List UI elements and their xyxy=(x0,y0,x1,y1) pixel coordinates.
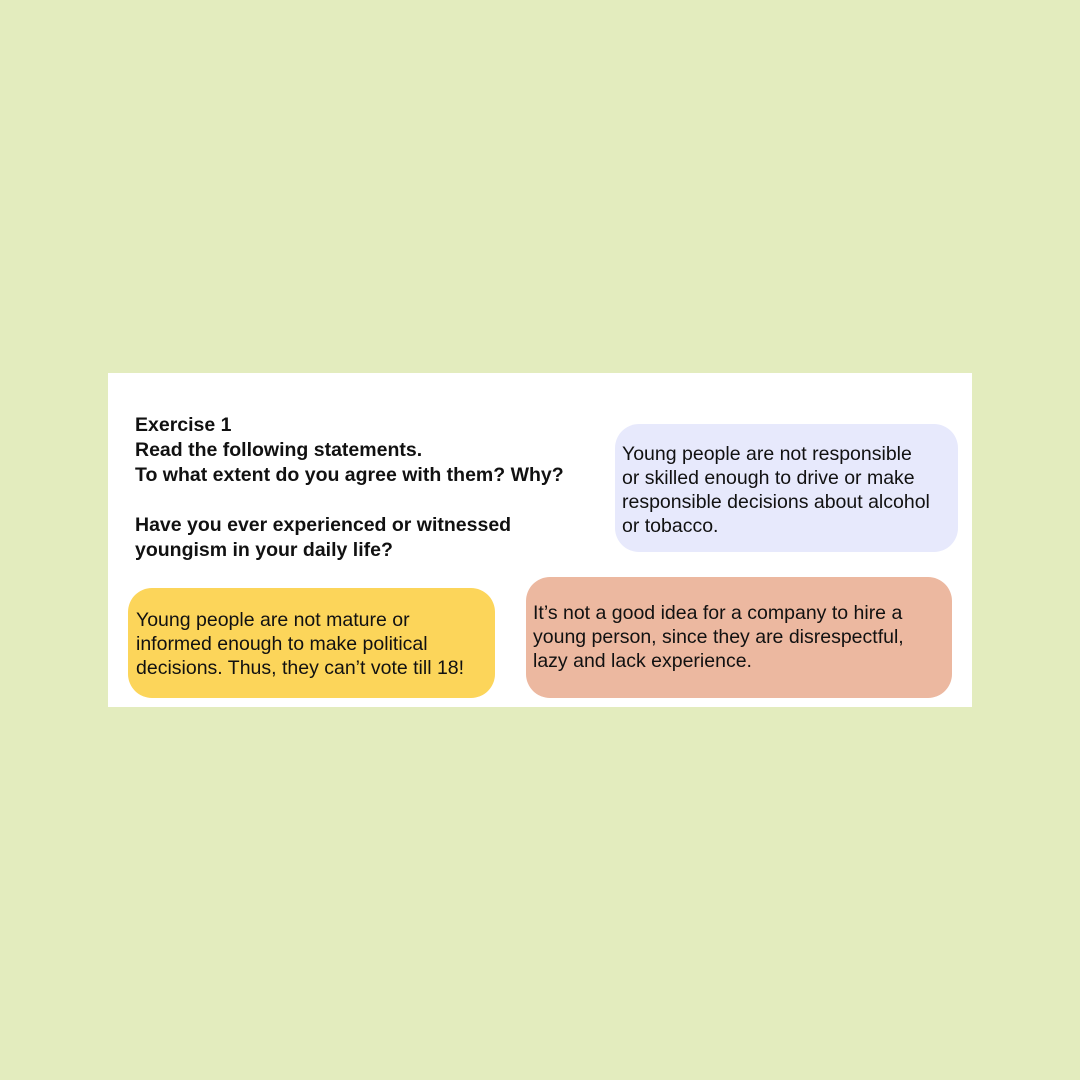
statement-line: Young people are not responsible xyxy=(622,443,912,465)
instruction-read: Read the following statements. xyxy=(135,439,423,461)
statement-line: or tobacco. xyxy=(622,515,719,537)
statement-bubble-voting xyxy=(128,588,495,698)
statement-line: lazy and lack experience. xyxy=(533,650,752,672)
question-line-2: youngism in your daily life? xyxy=(135,539,393,561)
statement-line: decisions. Thus, they can’t vote till 18! xyxy=(136,657,465,679)
question-line-1: Have you ever experienced or witnessed xyxy=(135,514,512,536)
statement-line: young person, since they are disrespectful, xyxy=(533,626,904,648)
statement-bubble-driving xyxy=(615,424,958,552)
instruction-agree: To what extent do you agree with them? Why? xyxy=(135,464,564,486)
statement-line: Young people are not mature or xyxy=(136,609,410,631)
statement-line: or skilled enough to drive or make xyxy=(622,467,915,489)
spacer xyxy=(135,488,605,513)
exercise-title: Exercise 1 xyxy=(135,414,232,436)
statement-line: informed enough to make political xyxy=(136,633,428,655)
statement-line: responsible decisions about alcohol xyxy=(622,491,930,513)
exercise-instructions xyxy=(135,413,605,563)
exercise-card xyxy=(108,373,972,707)
statement-line: It’s not a good idea for a company to hire a xyxy=(533,602,903,624)
statement-bubble-hiring xyxy=(526,577,952,698)
